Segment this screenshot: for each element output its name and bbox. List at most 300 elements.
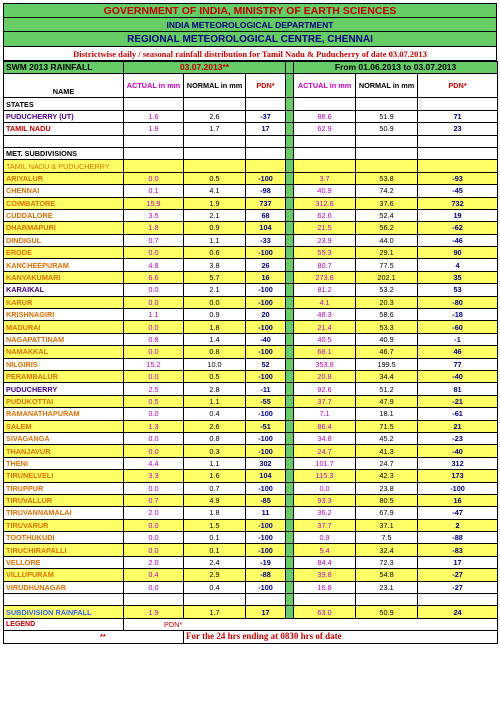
season-pdn: -100 (418, 482, 498, 494)
daily-pdn: -37 (246, 110, 286, 122)
spacer-row-label (4, 135, 124, 147)
season-pdn: 24 (418, 606, 498, 618)
legend-note: For the 24 hrs ending at 0830 hrs of date (184, 631, 498, 643)
daily-pdn: -100 (246, 544, 286, 556)
empty-cell (294, 147, 356, 159)
district-row (4, 457, 498, 469)
daily-actual: 0.0 (124, 247, 184, 259)
season-normal: 50.9 (356, 606, 418, 618)
states-label: STATES (4, 98, 124, 110)
district-row (4, 383, 498, 395)
daily-normal: 1.7 (184, 606, 246, 618)
date-bar-row (4, 62, 498, 74)
district-name: TIRUVALLUR (4, 494, 124, 506)
divider-cell (286, 420, 294, 432)
centre-title: REGIONAL METEOROLOGICAL CENTRE, CHENNAI (3, 32, 497, 47)
district-name: THANJAVUR (4, 445, 124, 457)
season-normal: 51.2 (356, 383, 418, 395)
divider-cell (286, 569, 294, 581)
daily-actual: 0.0 (124, 581, 184, 593)
district-row (4, 494, 498, 506)
district-name: NAGAPATTINAM (4, 333, 124, 345)
district-name: KRISHNAGIRI (4, 309, 124, 321)
district-name: DINDIGUL (4, 234, 124, 246)
daily-normal: 2.9 (184, 569, 246, 581)
district-row (4, 284, 498, 296)
daily-pdn: 17 (246, 606, 286, 618)
season-normal: 20.3 (356, 296, 418, 308)
met-subdivisions-row-label: MET. SUBDIVISIONS (4, 147, 124, 159)
empty-cell (184, 594, 246, 606)
season-actual: 81.2 (294, 284, 356, 296)
season-pdn: 23 (418, 123, 498, 135)
tnp-header-row (4, 160, 498, 172)
divider-cell (286, 358, 294, 370)
daily-actual: 0.0 (124, 296, 184, 308)
season-normal: 54.8 (356, 569, 418, 581)
season-actual: 24.7 (294, 445, 356, 457)
season-normal: 44.0 (356, 234, 418, 246)
col-pdn2-header: PDN* (418, 74, 498, 98)
season-normal: 50.9 (356, 123, 418, 135)
season-actual: 5.4 (294, 544, 356, 556)
season-actual: 37.7 (294, 395, 356, 407)
daily-actual: 1.6 (124, 110, 184, 122)
district-row (4, 271, 498, 283)
season-actual: 3.7 (294, 172, 356, 184)
season-pdn: -61 (418, 408, 498, 420)
district-row (4, 470, 498, 482)
divider-cell (286, 457, 294, 469)
daily-normal: 4.9 (184, 494, 246, 506)
divider-cell (286, 271, 294, 283)
legend-row (4, 618, 498, 630)
district-row (4, 519, 498, 531)
season-actual: 34.8 (294, 432, 356, 444)
season-actual: 62.6 (294, 209, 356, 221)
empty-cell (124, 160, 184, 172)
daily-normal: 0.0 (184, 296, 246, 308)
daily-normal: 0.1 (184, 532, 246, 544)
divider-cell (286, 383, 294, 395)
season-normal: 18.1 (356, 408, 418, 420)
season-pdn: 71 (418, 110, 498, 122)
district-name: PUDUKOTTAI (4, 395, 124, 407)
empty-cell (356, 160, 418, 172)
daily-normal: 1.5 (184, 519, 246, 531)
district-name: VELLORE (4, 556, 124, 568)
season-pdn: -45 (418, 185, 498, 197)
district-name: TIRUCHIRAPALLI (4, 544, 124, 556)
season-normal: 29.1 (356, 247, 418, 259)
season-pdn: -40 (418, 445, 498, 457)
rainfall-report (3, 3, 497, 644)
col-actual-header: ACTUAL in mm (124, 74, 184, 98)
district-name: NAMAKKAL (4, 346, 124, 358)
district-name: THENI (4, 457, 124, 469)
district-name: KANYAKUMARI (4, 271, 124, 283)
daily-normal: 0.3 (184, 445, 246, 457)
district-name: VILLUPURAM (4, 569, 124, 581)
daily-actual: 2.0 (124, 556, 184, 568)
season-pdn: 35 (418, 271, 498, 283)
divider-cell (286, 556, 294, 568)
daily-normal: 0.6 (184, 247, 246, 259)
spacer-row (4, 135, 498, 147)
daily-actual: 1.3 (124, 420, 184, 432)
district-row (4, 581, 498, 593)
column-header-row (4, 74, 498, 98)
empty-cell (246, 594, 286, 606)
daily-pdn: 302 (246, 457, 286, 469)
season-actual: 0.0 (294, 482, 356, 494)
season-actual: 273.8 (294, 271, 356, 283)
divider-cell (286, 470, 294, 482)
daily-normal: 4.1 (184, 185, 246, 197)
daily-normal: 0.5 (184, 370, 246, 382)
empty-cell (124, 135, 184, 147)
divider-cell (286, 544, 294, 556)
district-name: ARIYALUR (4, 172, 124, 184)
season-normal: 41.3 (356, 445, 418, 457)
district-name: KARUR (4, 296, 124, 308)
district-name: TIRUVARUR (4, 519, 124, 531)
col-name-header: NAME (4, 74, 124, 98)
divider-cell (286, 74, 294, 98)
divider-cell (286, 370, 294, 382)
daily-normal: 2.6 (184, 110, 246, 122)
daily-pdn: -88 (246, 569, 286, 581)
season-pdn: 2 (418, 519, 498, 531)
daily-actual: 0.0 (124, 445, 184, 457)
daily-actual: 4.8 (124, 259, 184, 271)
district-row (4, 482, 498, 494)
daily-normal: 0.9 (184, 222, 246, 234)
divider-cell (286, 185, 294, 197)
season-pdn: 90 (418, 247, 498, 259)
daily-pdn: -100 (246, 581, 286, 593)
ministry-title: GOVERNMENT OF INDIA, MINISTRY OF EARTH SCIENCES (3, 3, 497, 18)
district-row (4, 420, 498, 432)
district-row (4, 259, 498, 271)
season-pdn: -46 (418, 234, 498, 246)
season-normal: 199.5 (356, 358, 418, 370)
season-actual: 68.1 (294, 346, 356, 358)
district-row (4, 172, 498, 184)
district-row (4, 395, 498, 407)
season-normal: 72.3 (356, 556, 418, 568)
season-actual: 93.3 (294, 494, 356, 506)
tnp-header-row-label: TAMIL NADU & PUDUCHERRY (4, 160, 124, 172)
daily-actual: 0.0 (124, 346, 184, 358)
report-subtitle: Districtwise daily / seasonal rainfall distribution for Tamil Nadu & Puducherry of date 03.07.2013 (3, 47, 497, 61)
divider-cell (286, 160, 294, 172)
daily-actual: 3.5 (124, 209, 184, 221)
daily-normal: 2.6 (184, 420, 246, 432)
empty-cell (184, 160, 246, 172)
district-name: CHENNAI (4, 185, 124, 197)
daily-normal: 1.6 (184, 470, 246, 482)
season-pdn: -21 (418, 395, 498, 407)
daily-pdn: 737 (246, 197, 286, 209)
season-pdn: -18 (418, 309, 498, 321)
district-row (4, 445, 498, 457)
district-name: TIRUNELVELI (4, 470, 124, 482)
divider-cell (286, 507, 294, 519)
season-actual: 23.9 (294, 234, 356, 246)
divider-cell (286, 259, 294, 271)
empty-cell (124, 594, 184, 606)
season-pdn: 77 (418, 358, 498, 370)
season-actual: 353.8 (294, 358, 356, 370)
season-actual: 48.3 (294, 309, 356, 321)
season-normal: 47.9 (356, 395, 418, 407)
season-actual: 36.2 (294, 507, 356, 519)
daily-pdn: -33 (246, 234, 286, 246)
daily-pdn: -85 (246, 494, 286, 506)
season-actual: 37.7 (294, 519, 356, 531)
season-actual: 20.8 (294, 370, 356, 382)
daily-normal: 10.0 (184, 358, 246, 370)
daily-pdn: 104 (246, 470, 286, 482)
daily-actual: 0.0 (124, 544, 184, 556)
state-row (4, 110, 498, 122)
district-name: PUDUCHERRY (4, 383, 124, 395)
daily-actual: 0.5 (124, 395, 184, 407)
district-row (4, 507, 498, 519)
district-name: PERAMBALUR (4, 370, 124, 382)
season-actual: 4.1 (294, 296, 356, 308)
daily-normal: 0.8 (184, 432, 246, 444)
daily-pdn: -100 (246, 432, 286, 444)
empty-cell (418, 160, 498, 172)
daily-actual: 1.9 (124, 123, 184, 135)
daily-normal: 2.8 (184, 383, 246, 395)
daily-normal: 1.7 (184, 123, 246, 135)
department-title: INDIA METEOROLOGICAL DEPARTMENT (3, 18, 497, 32)
season-actual: 63.0 (294, 606, 356, 618)
col-pdn-header: PDN* (246, 74, 286, 98)
daily-actual: 3.3 (124, 470, 184, 482)
daily-actual: 6.6 (124, 271, 184, 283)
divider-cell (286, 62, 294, 74)
season-pdn: 21 (418, 420, 498, 432)
season-pdn: -1 (418, 333, 498, 345)
daily-actual: 0.0 (124, 284, 184, 296)
divider-cell (286, 408, 294, 420)
daily-normal: 0.7 (184, 482, 246, 494)
district-row (4, 358, 498, 370)
season-pdn: -80 (418, 296, 498, 308)
daily-pdn: -40 (246, 333, 286, 345)
divider-cell (286, 532, 294, 544)
season-actual: 21.5 (294, 222, 356, 234)
daily-actual: 0.4 (124, 569, 184, 581)
district-row (4, 309, 498, 321)
empty-cell (246, 135, 286, 147)
district-name: DHARMAPURI (4, 222, 124, 234)
divider-cell (286, 197, 294, 209)
daily-pdn: 68 (246, 209, 286, 221)
district-name: TIRUPPUR (4, 482, 124, 494)
empty-cell (418, 135, 498, 147)
season-normal: 32.4 (356, 544, 418, 556)
season-pdn: 19 (418, 209, 498, 221)
divider-cell (286, 234, 294, 246)
daily-pdn: 17 (246, 123, 286, 135)
season-normal: 80.5 (356, 494, 418, 506)
divider-cell (286, 581, 294, 593)
season-normal: 53.8 (356, 172, 418, 184)
divider-cell (286, 110, 294, 122)
district-row (4, 296, 498, 308)
daily-pdn: -100 (246, 370, 286, 382)
daily-normal: 1.1 (184, 395, 246, 407)
daily-normal: 0.9 (184, 309, 246, 321)
season-normal: 56.2 (356, 222, 418, 234)
season-actual: 101.7 (294, 457, 356, 469)
season-pdn: -62 (418, 222, 498, 234)
daily-actual: 0.1 (124, 185, 184, 197)
season-pdn: -93 (418, 172, 498, 184)
empty-cell (124, 147, 184, 159)
season-normal: 52.4 (356, 209, 418, 221)
divider-cell (286, 606, 294, 618)
district-row (4, 222, 498, 234)
season-actual: 7.1 (294, 408, 356, 420)
daily-pdn: -100 (246, 172, 286, 184)
district-name: SALEM (4, 420, 124, 432)
daily-pdn: -100 (246, 247, 286, 259)
met-subdivisions-row (4, 147, 498, 159)
season-pdn: 46 (418, 346, 498, 358)
spacer-row-2 (4, 594, 498, 606)
divider-cell (286, 309, 294, 321)
divider-cell (286, 172, 294, 184)
daily-normal: 1.4 (184, 333, 246, 345)
district-name: COIMBATORE (4, 197, 124, 209)
season-pdn: -23 (418, 432, 498, 444)
season-normal: 71.5 (356, 420, 418, 432)
empty-cell (184, 135, 246, 147)
district-name: RAMANATHAPURAM (4, 408, 124, 420)
daily-actual: 0.0 (124, 370, 184, 382)
divider-cell (286, 321, 294, 333)
season-normal: 53.2 (356, 284, 418, 296)
season-normal: 67.9 (356, 507, 418, 519)
district-name: PUDUCHERRY (UT) (4, 110, 124, 122)
season-actual: 16.8 (294, 581, 356, 593)
daily-normal: 1.9 (184, 197, 246, 209)
season-actual: 86.4 (294, 420, 356, 432)
season-actual: 84.4 (294, 556, 356, 568)
season-normal: 45.2 (356, 432, 418, 444)
season-actual: 92.6 (294, 383, 356, 395)
season-actual: 0.9 (294, 532, 356, 544)
daily-normal: 2.4 (184, 556, 246, 568)
daily-normal: 0.5 (184, 172, 246, 184)
divider-cell (286, 482, 294, 494)
daily-pdn: -55 (246, 395, 286, 407)
divider-cell (286, 519, 294, 531)
season-pdn: 53 (418, 284, 498, 296)
district-name: TOOTHUKUDI (4, 532, 124, 544)
daily-actual: 0.8 (124, 333, 184, 345)
daily-actual: 0.7 (124, 234, 184, 246)
district-name: SIVAGANGA (4, 432, 124, 444)
daily-pdn: -100 (246, 532, 286, 544)
district-row (4, 569, 498, 581)
daily-pdn: 11 (246, 507, 286, 519)
season-normal: 24.7 (356, 457, 418, 469)
divider-cell (286, 333, 294, 345)
states-section-row (4, 98, 498, 110)
col-normal2-header: NORMAL in mm (356, 74, 418, 98)
daily-normal: 1.8 (184, 507, 246, 519)
district-row (4, 185, 498, 197)
season-pdn: -40 (418, 370, 498, 382)
season-actual: 115.3 (294, 470, 356, 482)
swm-label: SWM 2013 RAINFALL (4, 62, 124, 74)
divider-cell (286, 594, 294, 606)
season-pdn: 4 (418, 259, 498, 271)
season-actual: 55.3 (294, 247, 356, 259)
daily-date-label: 03.07.2013** (124, 62, 286, 74)
season-actual: 40.9 (294, 185, 356, 197)
daily-pdn: 104 (246, 222, 286, 234)
empty-cell (356, 135, 418, 147)
season-pdn: 173 (418, 470, 498, 482)
empty-cell (246, 147, 286, 159)
daily-actual: 0.0 (124, 432, 184, 444)
daily-actual: 0.7 (124, 494, 184, 506)
daily-pdn: -100 (246, 482, 286, 494)
daily-normal: 5.7 (184, 271, 246, 283)
season-actual: 312.8 (294, 197, 356, 209)
daily-pdn: -11 (246, 383, 286, 395)
rainfall-table (3, 61, 498, 644)
daily-pdn: -100 (246, 408, 286, 420)
daily-normal: 0.1 (184, 544, 246, 556)
season-actual: 62.9 (294, 123, 356, 135)
season-normal: 74.2 (356, 185, 418, 197)
legend-label: LEGEND (4, 618, 124, 630)
season-pdn: -27 (418, 581, 498, 593)
divider-cell (286, 123, 294, 135)
daily-pdn: -100 (246, 519, 286, 531)
district-row (4, 197, 498, 209)
season-pdn: 16 (418, 494, 498, 506)
district-row (4, 209, 498, 221)
district-row (4, 333, 498, 345)
daily-normal: 2.1 (184, 284, 246, 296)
daily-normal: 1.1 (184, 234, 246, 246)
district-row (4, 544, 498, 556)
divider-cell (286, 222, 294, 234)
season-pdn: -88 (418, 532, 498, 544)
divider-cell (286, 247, 294, 259)
divider-cell (286, 395, 294, 407)
col-actual2-header: ACTUAL in mm (294, 74, 356, 98)
divider-cell (286, 135, 294, 147)
divider-cell (286, 445, 294, 457)
empty-cell (294, 135, 356, 147)
district-row (4, 556, 498, 568)
daily-pdn: -100 (246, 296, 286, 308)
daily-normal: 2.1 (184, 209, 246, 221)
daily-pdn: -100 (246, 321, 286, 333)
season-pdn: 312 (418, 457, 498, 469)
